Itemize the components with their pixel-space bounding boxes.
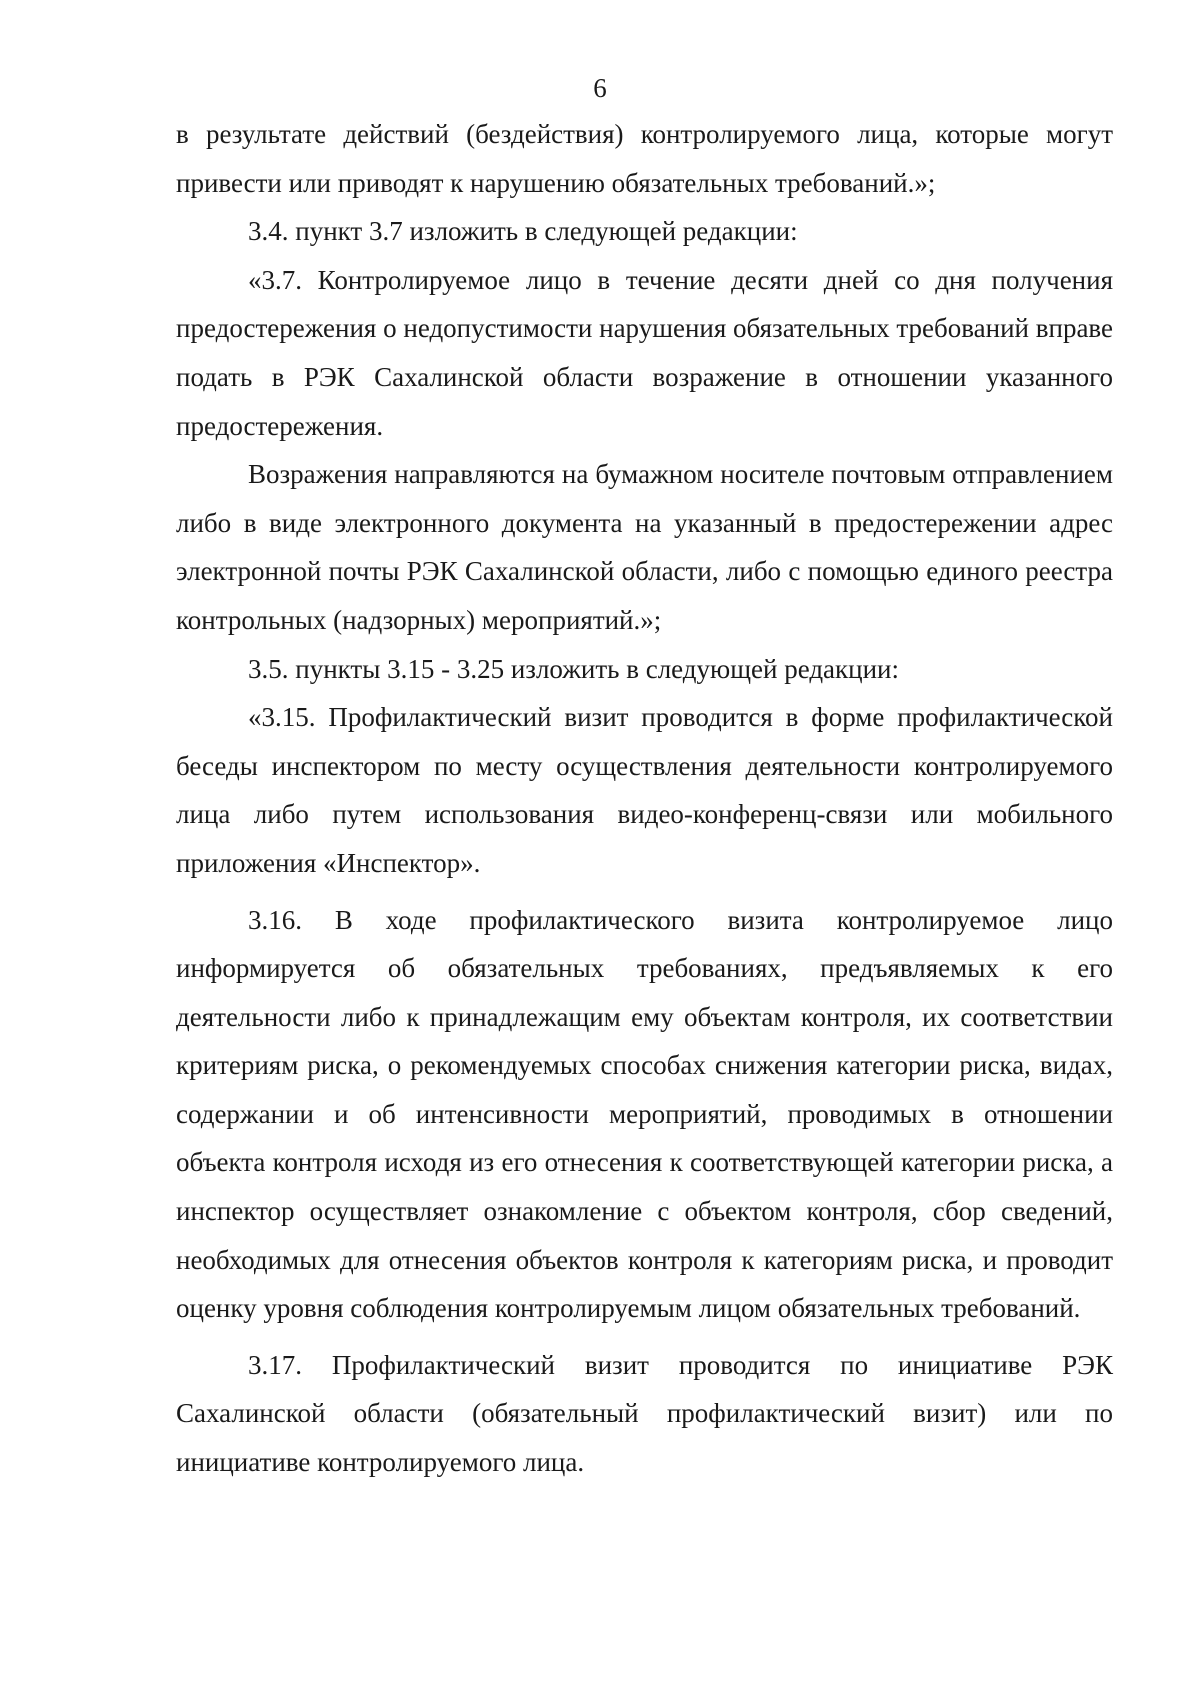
paragraph-3-17: 3.17. Профилактический визит проводится по инициативе РЭК Сахалинской области (обязательный профилактический визит) или по инициативе контролируемого лица. [176,1349,1113,1478]
paragraph-objections: Возражения направляются на бумажном носителе почтовым отправлением либо в виде электронного документа на указанный в предостережении адрес электронной почты РЭК Сахалинской области, либо с помощью единого реестра контрольных (надзорных) мероприятий.»; [176,459,1113,635]
page-number: 6 [593,73,607,103]
paragraph-3-7: «3.7. Контролируемое лицо в течение десяти дней со дня получения предостережения о недопустимости нарушения обязательных требований вправе подать в РЭК Сахалинской области возражение в отношении указанного предостережения. [176,264,1113,441]
paragraph-3-5: 3.5. пункты 3.15 - 3.25 изложить в следующей редакции: [248,653,900,684]
paragraph-3-16: 3.16. В ходе профилактического визита контролируемое лицо информируется об обязательных требованиях, предъявляемых к его деятельности либо к принадлежащим ему объектам контроля, их соответствии критериям риска, о рекомендуемых способах снижения категории риска, видах, содержании и об интенсивности мероприятий, проводимых в отношении объекта контроля исходя из его отнесения к соответствующей категории риска, а инспектор осуществляет ознакомление с объектом контроля, сбор сведений, необходимых для отнесения объектов контроля к категориям риска, и проводит оценку уровня соблюдения контролируемым лицом обязательных требований. [176,904,1113,1324]
paragraph-3-15: «3.15. Профилактический визит проводится в форме профилактической беседы инспектором по месту осуществления деятельности контролируемого лица либо путем использования видео-конференц-связи или мобильного приложения «Инспектор». [176,702,1113,878]
document-body [176,110,1113,1487]
paragraph-continuation: в результате действий (бездействия) контролируемого лица, которые могут привести или приводят к нарушению обязательных требований.»; [176,119,1113,198]
paragraph-3-4: 3.4. пункт 3.7 изложить в следующей редакции: [248,216,798,247]
